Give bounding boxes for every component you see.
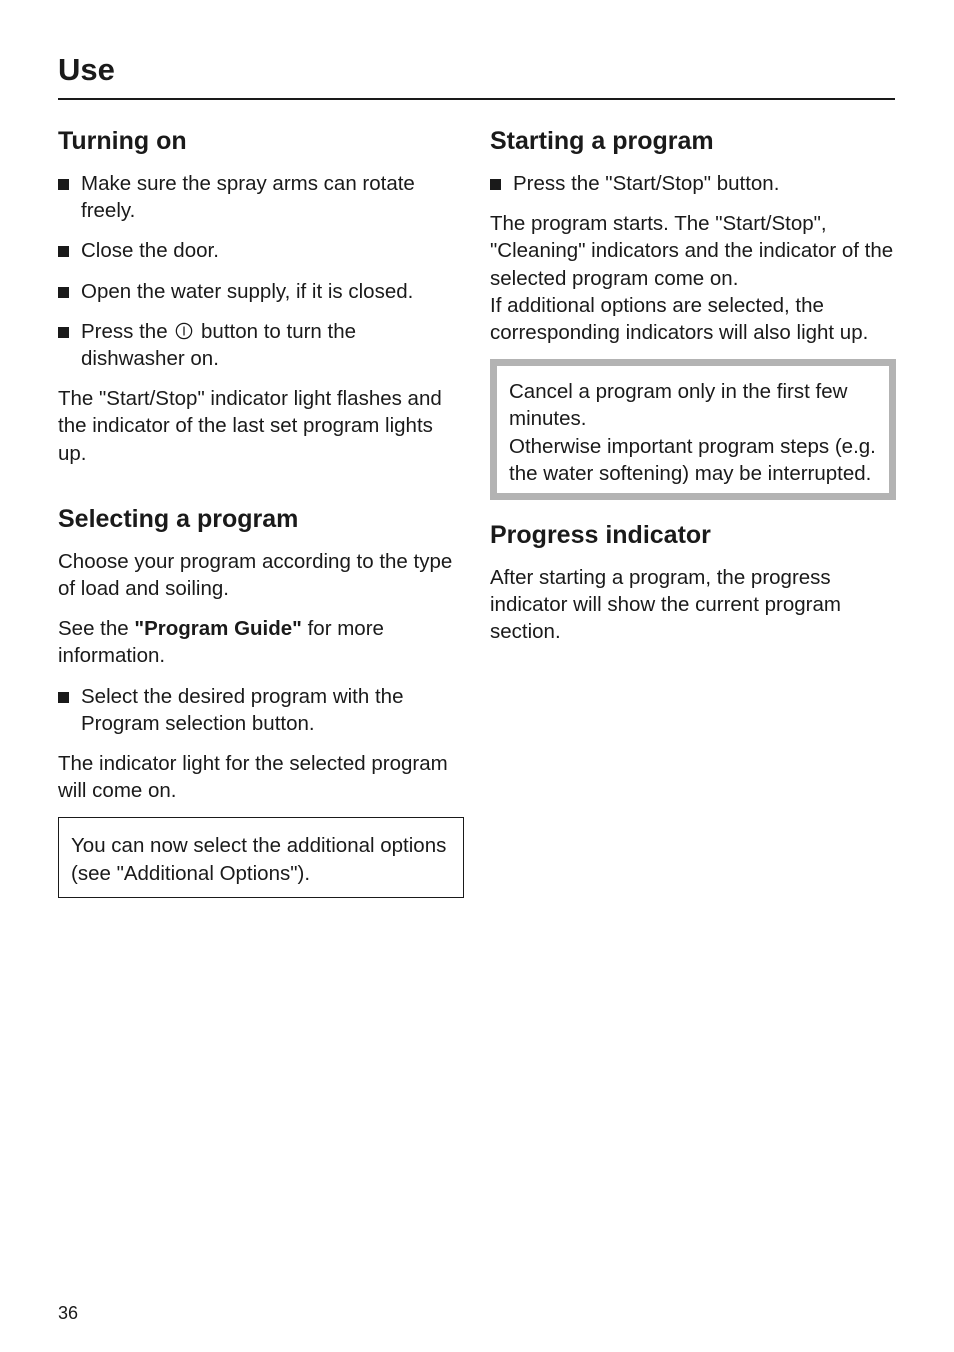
progress-paragraph: After starting a program, the progress indicator will show the current program section. [490, 566, 841, 644]
heading-progress-indicator: Progress indicator [490, 521, 711, 550]
warning-text: Cancel a program only in the first few minutes. Otherwise important program steps (e.g. the water softening) may be interrupted. [509, 380, 876, 485]
title-divider [58, 98, 895, 100]
page-title: Use [58, 52, 115, 87]
bullet-square-icon [490, 179, 501, 190]
power-button-icon [175, 322, 193, 340]
left-column [58, 124, 464, 898]
list-item: Press the button to turn the dishwasher on. [58, 318, 464, 372]
bullet-square-icon [58, 327, 69, 338]
note-box [58, 817, 464, 897]
turning-on-paragraph: The "Start/Stop" indicator light flashes and the indicator of the last set program lights up. [58, 387, 442, 465]
bullet-square-icon [58, 246, 69, 257]
program-guide-reference: See the "Program Guide" for more information. [58, 617, 384, 668]
selecting-list [58, 683, 464, 737]
bullet-square-icon [58, 692, 69, 703]
list-item: Close the door. [58, 237, 464, 264]
selecting-paragraph-2: The indicator light for the selected program will come on. [58, 752, 448, 803]
list-item: Press the "Start/Stop" button. [490, 170, 896, 197]
note-text: You can now select the additional options (see "Additional Options"). [71, 834, 447, 885]
bullet-square-icon [58, 179, 69, 190]
warning-box [490, 359, 896, 500]
starting-list [490, 170, 896, 197]
heading-starting-program: Starting a program [490, 127, 714, 155]
starting-paragraph: The program starts. The "Start/Stop", "Cleaning" indicators and the indicator of the selected program come on. If additional options are selected, the corresponding indicators will also light up. [490, 212, 894, 345]
heading-selecting-program: Selecting a program [58, 504, 299, 533]
selecting-paragraph: Choose your program according to the type of load and soiling. [58, 549, 453, 601]
list-item: Select the desired program with the Program selection button. [58, 683, 464, 737]
right-column [490, 124, 896, 659]
bullet-square-icon [58, 287, 69, 298]
turning-on-list [58, 170, 464, 372]
list-item: Open the water supply, if it is closed. [58, 278, 464, 305]
page-number: 36 [58, 1303, 79, 1323]
heading-turning-on: Turning on [58, 127, 187, 155]
list-item: Make sure the spray arms can rotate freely. [58, 170, 464, 224]
